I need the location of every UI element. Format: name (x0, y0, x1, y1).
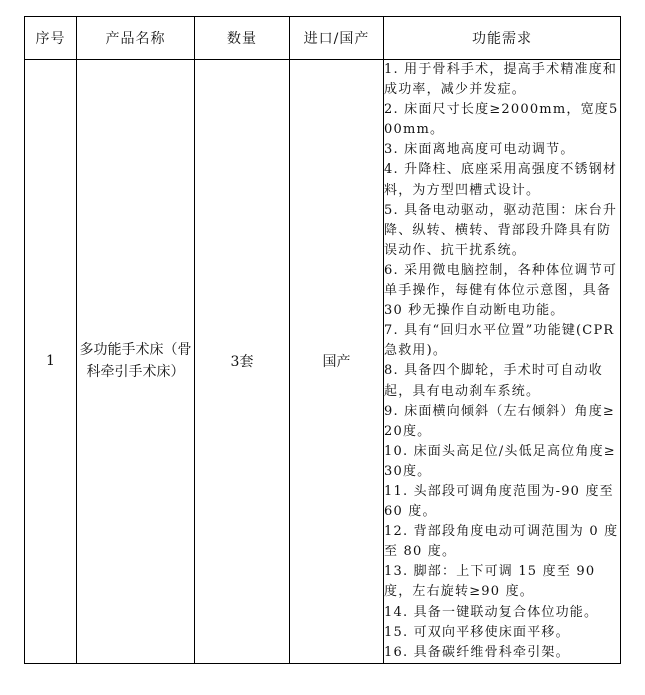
requirement-item: 4. 升降柱、底座采用高强度不锈钢材料，为方型凹槽式设计。 (384, 162, 618, 198)
header-requirements: 功能需求 (384, 17, 621, 60)
table-row (25, 60, 621, 664)
requirement-item: 11. 头部段可调角度范围为-90 度至 60 度。 (384, 483, 614, 520)
requirement-item: 14. 具备一键联动复合体位功能。 (384, 604, 599, 620)
requirement-item: 2. 床面尺寸长度≥2000mm，宽度500mm。 (384, 102, 619, 138)
cell-origin: 国产 (290, 60, 384, 664)
cell-requirements (384, 60, 621, 664)
requirement-item: 6. 采用微电脑控制，各种体位调节可单手操作，每健有体位示意图，具备 30 秒无操作自动断电功能。 (384, 262, 618, 319)
requirement-item: 9. 床面横向倾斜（左右倾斜）角度≥20度。 (384, 403, 616, 439)
cell-quantity: 3套 (195, 60, 290, 664)
cell-product-name: 多功能手术床（骨科牵引手术床） (77, 60, 195, 664)
requirement-item: 12. 背部段角度电动可调范围为 0 度至 80 度。 (384, 524, 619, 560)
requirement-item: 7. 具有“回归水平位置”功能键(CPR急救用)。 (384, 323, 615, 359)
header-product-name: 产品名称 (77, 17, 195, 60)
cell-seq: 1 (25, 60, 77, 664)
header-quantity: 数量 (195, 17, 290, 60)
requirement-item: 15. 可双向平移使床面平移。 (384, 624, 570, 640)
header-seq: 序号 (25, 17, 77, 60)
requirement-item: 13. 脚部：上下可调 15 度至 90 度，左右旋转≥90 度。 (384, 564, 596, 600)
requirement-item: 8. 具备四个脚轮，手术时可自动收起，具有电动刹车系统。 (384, 363, 603, 399)
requirement-item: 3. 床面离地高度可电动调节。 (384, 142, 575, 158)
requirement-item: 16. 具备碳纤维骨科牵引架。 (384, 644, 570, 660)
requirement-item: 10. 床面头高足位/头低足高位角度≥30度。 (384, 443, 616, 479)
requirement-item: 1. 用于骨科手术，提高手术精准度和成功率，减少并发症。 (384, 62, 618, 98)
header-origin: 进口/国产 (290, 17, 384, 60)
table-header-row (25, 17, 621, 60)
requirement-item: 5. 具备电动驱动，驱动范围：床台升降、纵转、横转、背部段升降具有防误动作、抗干扰系统。 (384, 202, 618, 258)
product-spec-table (24, 16, 621, 664)
